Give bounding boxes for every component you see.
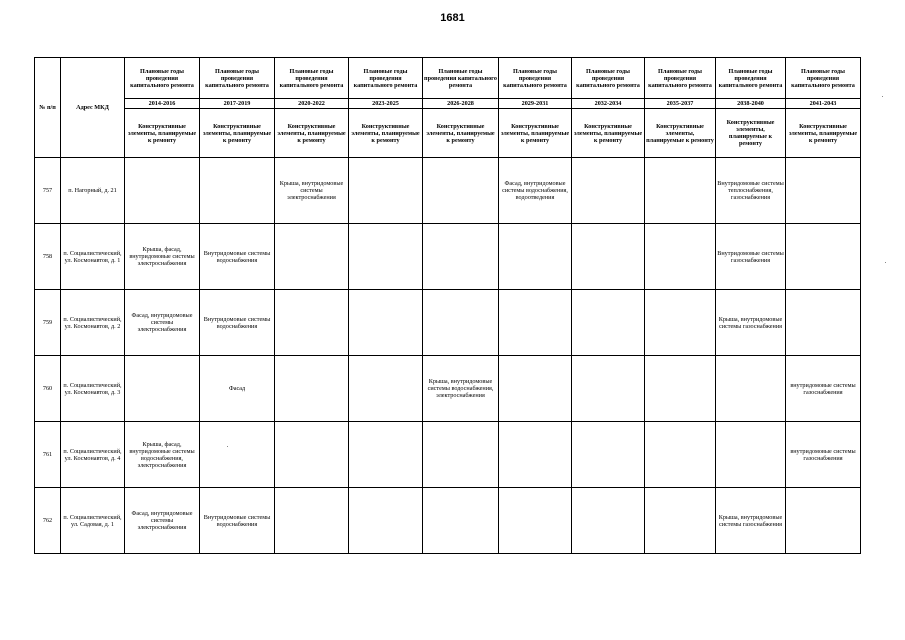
repair-elements-cell: Фасад, внутридомовые системы электроснабжения (125, 488, 200, 554)
period-title-header: Плановые годы проведения капитального ремонта (349, 58, 423, 99)
address-column-header: Адрес МКД (61, 58, 125, 158)
table-body (35, 158, 861, 554)
repair-elements-cell (125, 356, 200, 422)
row-number-cell: 758 (35, 224, 61, 290)
period-years-header: 2029-2031 (499, 99, 572, 109)
repair-elements-cell (125, 158, 200, 224)
period-elements-header: Конструктивные элементы, планируемые к ремонту (499, 109, 572, 158)
address-cell: п. Социалистический, ул. Садовая, д. 1 (61, 488, 125, 554)
scan-speck (885, 262, 886, 263)
repair-elements-cell (423, 158, 499, 224)
period-title-header: Плановые годы проведения капитального ремонта (716, 58, 786, 99)
repair-elements-cell (275, 488, 349, 554)
period-years-header: 2014-2016 (125, 99, 200, 109)
table-row (35, 158, 861, 224)
repair-elements-cell: Внутридомовые системы водоснабжения (200, 224, 275, 290)
repair-elements-cell (572, 422, 645, 488)
period-years-header: 2035-2037 (645, 99, 716, 109)
repair-elements-cell: Внутридомовые системы газоснабжения (716, 224, 786, 290)
address-cell: п. Социалистический, ул. Космонавтов, д. 2 (61, 290, 125, 356)
repair-elements-cell (572, 488, 645, 554)
row-number-cell: 762 (35, 488, 61, 554)
address-cell: п. Социалистический, ул. Космонавтов, д. 3 (61, 356, 125, 422)
table-row (35, 290, 861, 356)
table-row (35, 422, 861, 488)
repair-elements-cell: Крыша, фасад, внутридомовые системы водоснабжения, электроснабжения (125, 422, 200, 488)
repair-elements-cell (645, 224, 716, 290)
row-number-cell: 759 (35, 290, 61, 356)
address-cell: п. Социалистический, ул. Космонавтов, д. 4 (61, 422, 125, 488)
period-elements-header: Конструктивные элементы, планируемые к ремонту (645, 109, 716, 158)
repair-elements-cell (572, 158, 645, 224)
repair-elements-cell (645, 488, 716, 554)
period-elements-header: Конструктивные элементы, планируемые к ремонту (275, 109, 349, 158)
repair-elements-cell: внутридомовые системы газоснабжения (786, 356, 861, 422)
repair-elements-cell: Крыша, фасад, внутридомовые системы электроснабжения (125, 224, 200, 290)
repair-elements-cell (786, 488, 861, 554)
period-elements-header: Конструктивные элементы, планируемые к ремонту (200, 109, 275, 158)
scan-speck (227, 446, 228, 447)
table-header (35, 58, 861, 158)
repair-elements-cell (423, 224, 499, 290)
repair-elements-cell (349, 356, 423, 422)
repair-elements-cell (275, 290, 349, 356)
repair-elements-cell: Крыша, внутридомовые системы электроснабжения (275, 158, 349, 224)
table-row (35, 224, 861, 290)
period-years-header: 2020-2022 (275, 99, 349, 109)
period-elements-header: Конструктивные элементы, планируемые к ремонту (125, 109, 200, 158)
repair-elements-cell: Крыша, внутридомовые системы газоснабжения (716, 488, 786, 554)
address-cell: п. Нагорный, д. 21 (61, 158, 125, 224)
repair-elements-cell (786, 290, 861, 356)
repair-elements-cell (275, 356, 349, 422)
repair-elements-cell (499, 290, 572, 356)
repair-elements-cell (200, 158, 275, 224)
scan-speck (882, 96, 883, 97)
repair-elements-cell (572, 290, 645, 356)
repair-elements-cell (349, 488, 423, 554)
period-years-header: 2038-2040 (716, 99, 786, 109)
address-cell: п. Социалистический, ул. Космонавтов, д. 1 (61, 224, 125, 290)
repair-elements-cell (786, 158, 861, 224)
row-number-cell: 761 (35, 422, 61, 488)
period-title-header: Плановые годы проведения капитального ремонта (275, 58, 349, 99)
repair-elements-cell (645, 158, 716, 224)
repair-elements-cell: Крыша, внутридомовые системы водоснабжения, электроснабжения (423, 356, 499, 422)
repair-elements-cell (349, 290, 423, 356)
repair-elements-cell: внутридомовые системы газоснабжения (786, 422, 861, 488)
period-elements-header: Конструктивные элементы, планируемые к ремонту (786, 109, 861, 158)
repair-elements-cell (645, 290, 716, 356)
repair-elements-cell: Фасад (200, 356, 275, 422)
period-years-header: 2026-2028 (423, 99, 499, 109)
repair-elements-cell (423, 488, 499, 554)
repair-elements-cell (572, 224, 645, 290)
repair-elements-cell: Фасад, внутридомовые системы водоснабжения, водоотведения (499, 158, 572, 224)
repair-elements-cell (716, 356, 786, 422)
repair-elements-cell: Внутридомовые системы водоснабжения (200, 290, 275, 356)
repair-elements-cell (645, 356, 716, 422)
period-title-header: Плановые годы проведения капитального ремонта (786, 58, 861, 99)
period-title-header: Плановые годы проведения капитального ремонта (572, 58, 645, 99)
repair-elements-cell (423, 290, 499, 356)
period-elements-header: Конструктивные элементы, планируемые к ремонту (349, 109, 423, 158)
capital-repair-schedule-table (34, 57, 861, 554)
period-elements-header: Конструктивные элементы, планируемые к ремонту (423, 109, 499, 158)
repair-elements-cell (349, 224, 423, 290)
repair-elements-cell (349, 422, 423, 488)
num-column-header: № п/п (35, 58, 61, 158)
repair-elements-cell (423, 422, 499, 488)
table-row (35, 356, 861, 422)
repair-elements-cell (499, 224, 572, 290)
repair-elements-cell (499, 488, 572, 554)
repair-elements-cell (200, 422, 275, 488)
period-title-header: Плановые годы проведения капитального ремонта (645, 58, 716, 99)
period-elements-header: Конструктивные элементы, планируемые к ремонту (716, 109, 786, 158)
repair-elements-cell (499, 422, 572, 488)
repair-elements-cell (349, 158, 423, 224)
period-years-header: 2017-2019 (200, 99, 275, 109)
repair-elements-cell (275, 224, 349, 290)
repair-elements-cell: Крыша, внутридомовые системы газоснабжения (716, 290, 786, 356)
repair-elements-cell: Внутридомовые системы теплоснабжения, газоснабжения (716, 158, 786, 224)
period-title-header: Плановые годы проведения капитального ремонта (423, 58, 499, 99)
table-row (35, 488, 861, 554)
repair-elements-cell (572, 356, 645, 422)
repair-elements-cell (275, 422, 349, 488)
repair-elements-cell (645, 422, 716, 488)
repair-elements-cell (716, 422, 786, 488)
repair-elements-cell (786, 224, 861, 290)
repair-elements-cell: Внутридомовые системы водоснабжения (200, 488, 275, 554)
row-number-cell: 757 (35, 158, 61, 224)
period-elements-header: Конструктивные элементы, планируемые к ремонту (572, 109, 645, 158)
period-years-header: 2023-2025 (349, 99, 423, 109)
row-number-cell: 760 (35, 356, 61, 422)
period-years-header: 2032-2034 (572, 99, 645, 109)
period-title-header: Плановые годы проведения капитального ремонта (499, 58, 572, 99)
page-number: 1681 (440, 12, 465, 24)
period-title-header: Плановые годы проведения капитального ремонта (200, 58, 275, 99)
period-years-header: 2041-2043 (786, 99, 861, 109)
period-title-header: Плановые годы проведения капитального ремонта (125, 58, 200, 99)
repair-elements-cell: Фасад, внутридомовые системы электроснабжения (125, 290, 200, 356)
repair-elements-cell (499, 356, 572, 422)
